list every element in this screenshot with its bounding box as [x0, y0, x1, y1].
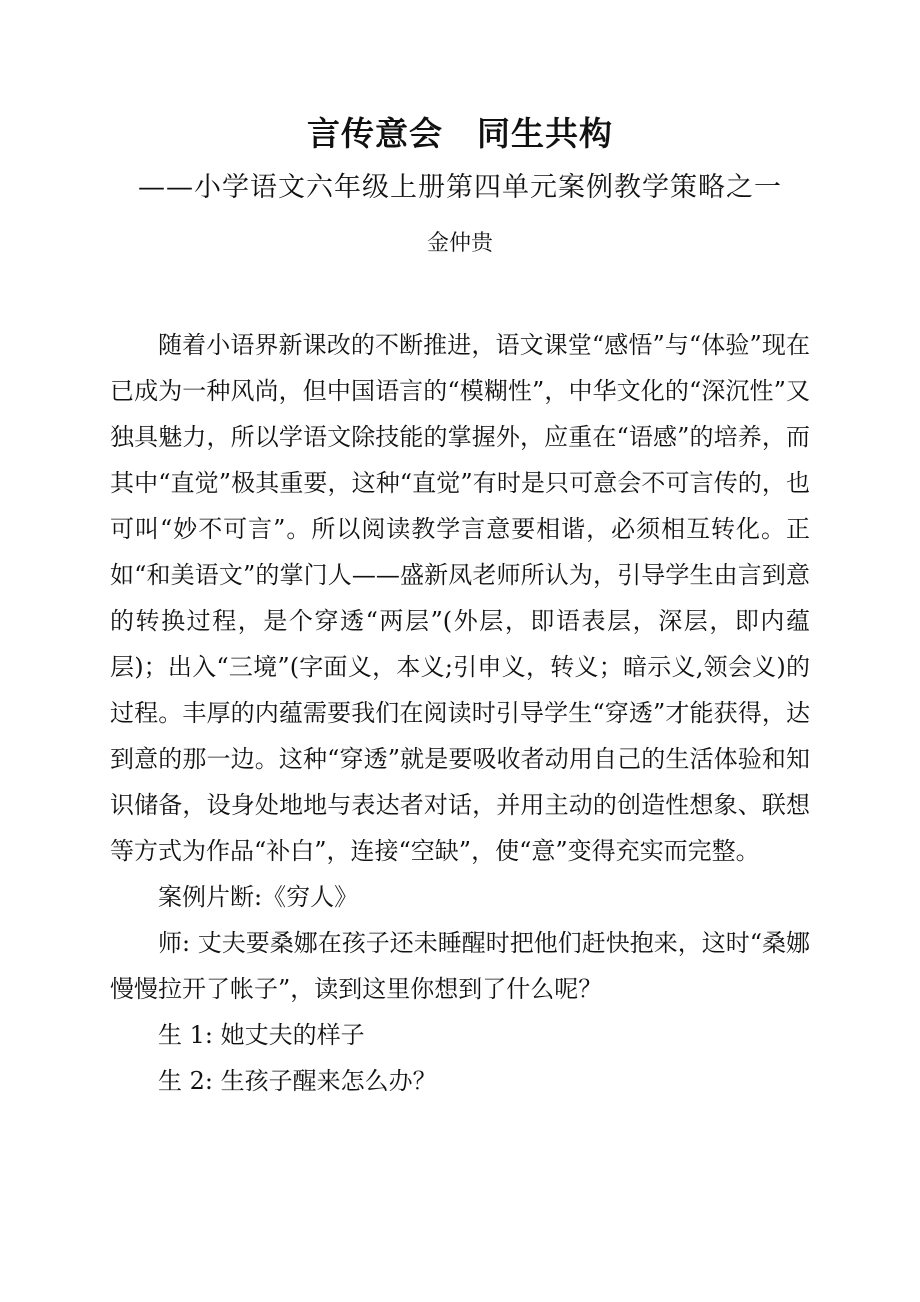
body-paragraph-student-2: 生 2: 生孩子醒来怎么办？	[158, 1067, 437, 1095]
body-paragraph-intro: 随着小语界新课改的不断推进，语文课堂“感悟”与“体验”现在已成为一种风尚，但中国语言的“模糊性”，中华文化的“深沉性”又独具魅力，所以学语文除技能的掌握外，应重在“语感”的培养，而其中“直觉”极其重要，这种“直觉”有时是只可意会不可言传的，也可叫“妙不可言”。所以阅读教学言意要相谐，必须相互转化。正如“和美语文”的掌门人——盛新凤老师所认为，引导学生由言到意的转换过程，是个穿透“两层”(外层，即语表层，深层，即内蕴层)；出入“三境”(字面义，本义;引申义，转义；暗示义,领会义)的过程。丰厚的内蕴需要我们在阅读时引导学生“穿透”才能获得，达到意的那一边。这种“穿透”就是要吸收者动用自己的生活体验和知识储备，设身处地地与表达者对话，并用主动的创造性想象、联想等方式为作品“补白”，连接“空缺”，使“意”变得充实而完整。	[110, 331, 810, 865]
document-subtitle: ——小学语文六年级上册第四单元案例教学策略之一	[138, 172, 782, 203]
document-body	[110, 322, 810, 1104]
document-author: 金仲贵	[426, 231, 493, 256]
body-paragraph-teacher: 师: 丈夫要桑娜在孩子还未睡醒时把他们赶快抱来，这时“桑娜慢慢拉开了帐子”，读到这里你想到了什么呢？	[110, 929, 810, 1003]
body-paragraph-case-heading: 案例片断:《穷人》	[158, 883, 359, 911]
document-title: 言传意会 同生共构	[307, 114, 613, 153]
body-paragraph-student-1: 生 1: 她丈夫的样子	[158, 1021, 365, 1049]
